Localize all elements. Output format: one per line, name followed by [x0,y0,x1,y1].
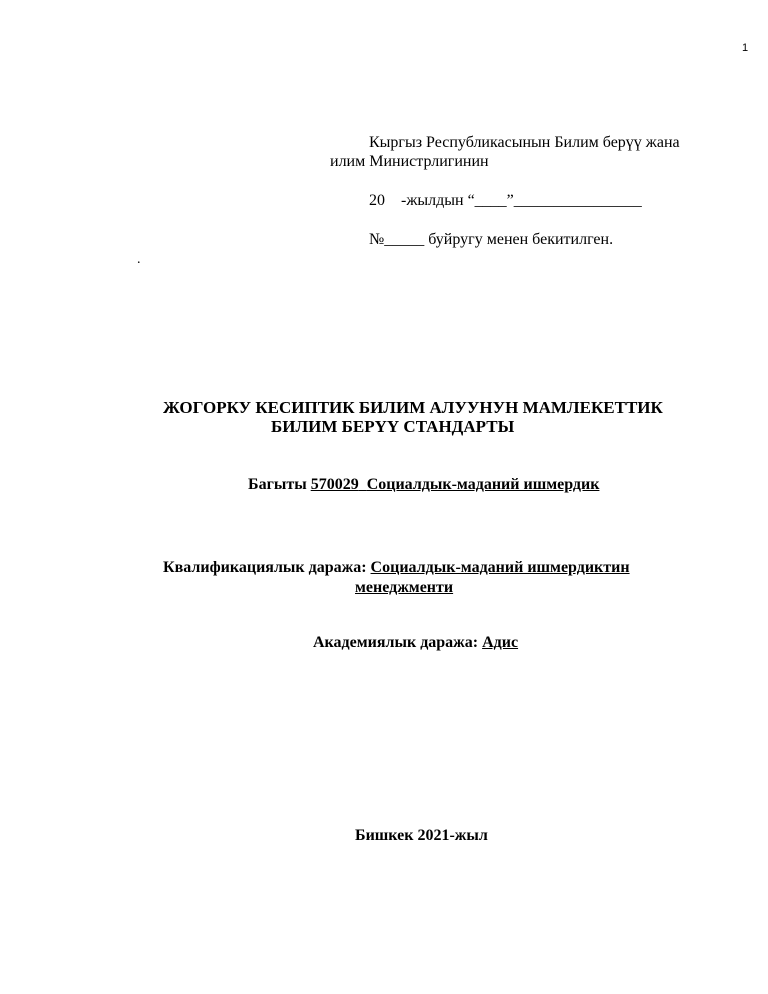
approval-ministry-line2: илим Министрлигинин [330,153,489,170]
direction-line [248,475,599,495]
page-number: 1 [742,42,749,54]
approval-date-line [369,190,642,211]
qualification-value-line1: Социалдык-маданий ишмердиктин [370,559,630,576]
qualification-label: Квалификациялык даража: [163,559,371,576]
approval-order-line: №_____ буйругу менен бекитилген. [369,231,614,248]
direction-label: Багыты [248,476,311,493]
qualification-line [163,558,630,578]
degree-value: Адис [482,634,519,651]
degree-line [313,633,518,653]
direction-code: 570029 [310,476,359,493]
direction-name: Социалдык-маданий ишмердик [366,476,600,493]
degree-label: Академиялык даража: [313,634,483,651]
approval-date-year: 20 [369,192,385,209]
document-title-line2: БИЛИМ БЕРҮҮ СТАНДАРТЫ [271,417,515,436]
approval-date-text: -жылдын “____”________________ [401,192,642,209]
document-title-line1: ЖОГОРКУ КЕСИПТИК БИЛИМ АЛУУНУН МАМЛЕКЕТТИК [163,398,663,417]
approval-ministry-line1: Кыргыз Республикасынын Билим берүү жана [369,134,680,151]
city-year: Бишкек 2021-жыл [355,827,488,844]
qualification-value-line2: менеджменти [355,579,454,596]
stray-mark: . [137,252,141,267]
